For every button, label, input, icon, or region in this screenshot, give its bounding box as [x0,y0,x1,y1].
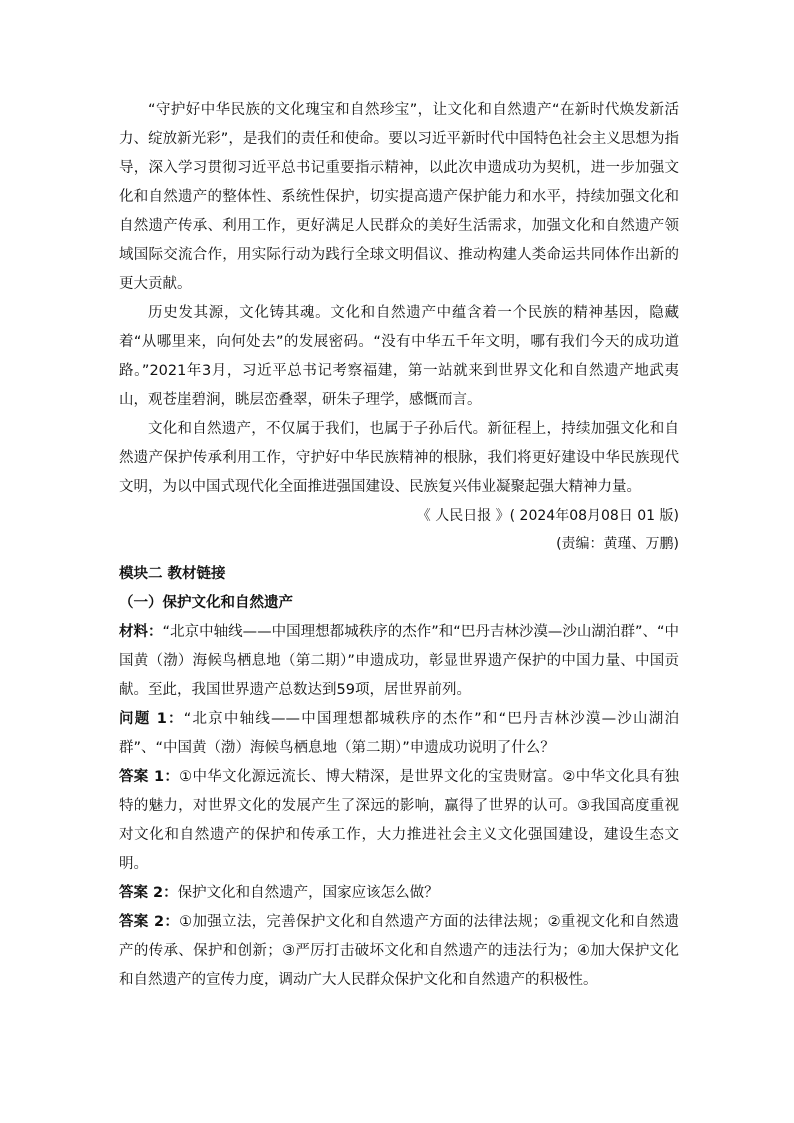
article-paragraph-1: “守护好中华民族的文化瑰宝和自然珍宝”，让文化和自然遗产“在新时代焕发新活力、绽放新光彩”，是我们的责任和使命。要以习近平新时代中国特色社会主义思想为指导，深入学习贯彻习近平总书记重要指示精神，以此次申遗成功为契机，进一步加强文化和自然遗产的整体性、系统性保护，切实提高遗产保护能力和水平，持续加强文化和自然遗产传承、利用工作，更好满足人民群众的美好生活需求，加强文化和自然遗产领域国际交流合作，用实际行动为践行全球文明倡议、推动构建人类命运共同体作出新的更大贡献。 [119,102,679,292]
question-1-label: 问题 1： [119,711,184,727]
question-2-label: 答案 2： [119,885,178,901]
article-paragraph-3: 文化和自然遗产，不仅属于我们，也属于子孙后代。新征程上，持续加强文化和自然遗产保护传承利用工作，守护好中华民族精神的根脉，我们将更好建设中华民族现代文明，为以中国式现代化全面推进强国建设、民族复兴伟业凝聚起强大精神力量。 [119,421,679,495]
material-block [119,618,679,705]
answer-1-text: ①中华文化源远流长、博大精深，是世界文化的宝贵财富。②中华文化具有独特的魅力，对世界文化的发展产生了深远的影响，赢得了世界的认可。③我国高度重视对文化和自然遗产的保护和传承工作，大力推进社会主义文化强国建设，建设生态文明。 [119,769,680,872]
section-title: （一）保护文化和自然遗产 [119,595,293,611]
answer-2-block [119,908,679,995]
material-label: 材料： [119,624,163,640]
answer-2-label: 答案 2： [119,914,180,930]
article-source: 《 人民日报 》( 2024年08月08日 01 版) [416,508,679,524]
answer-2-text: ①加强立法，完善保护文化和自然遗产方面的法律法规；②重视文化和自然遗产的传承、保护和创新；③严厉打击破坏文化和自然遗产的违法行为；④加大保护文化和自然遗产的宣传力度，调动广大人民群众保护文化和自然遗产的积极性。 [119,914,680,988]
module-title: 模块二 教材链接 [119,566,226,582]
question-2-block [119,879,679,908]
document-body [119,96,679,995]
question-1-text: “北京中轴线——中国理想都城秩序的杰作”和“巴丹吉林沙漠—沙山湖泊群”、“中国黄（渤）海候鸟栖息地（第二期）”申遗成功说明了什么？ [119,711,679,756]
article-editor: (责编：黄瑾、万鹏) [556,536,679,552]
article-paragraph-2: 历史发其源，文化铸其魂。文化和自然遗产中蕴含着一个民族的精神基因，隐藏着“从哪里来，向何处去”的发展密码。“没有中华五千年文明，哪有我们今天的成功道路。”2021年3月，习近平总书记考察福建，第一站就来到世界文化和自然遗产地武夷山，观苍崖碧涧，眺层峦叠翠，研朱子理学，感慨而言。 [119,305,679,408]
material-text: “北京中轴线——中国理想都城秩序的杰作”和“巴丹吉林沙漠—沙山湖泊群”、“中国黄（渤）海候鸟栖息地（第二期）”申遗成功，彰显世界遗产保护的中国力量、中国贡献。至此，我国世界遗产总数达到59项，居世界前列。 [119,624,680,698]
question-2-text: 保护文化和自然遗产，国家应该怎么做？ [177,885,439,901]
answer-1-label: 答案 1： [119,769,180,785]
answer-1-block [119,763,679,879]
question-1-block [119,705,679,763]
